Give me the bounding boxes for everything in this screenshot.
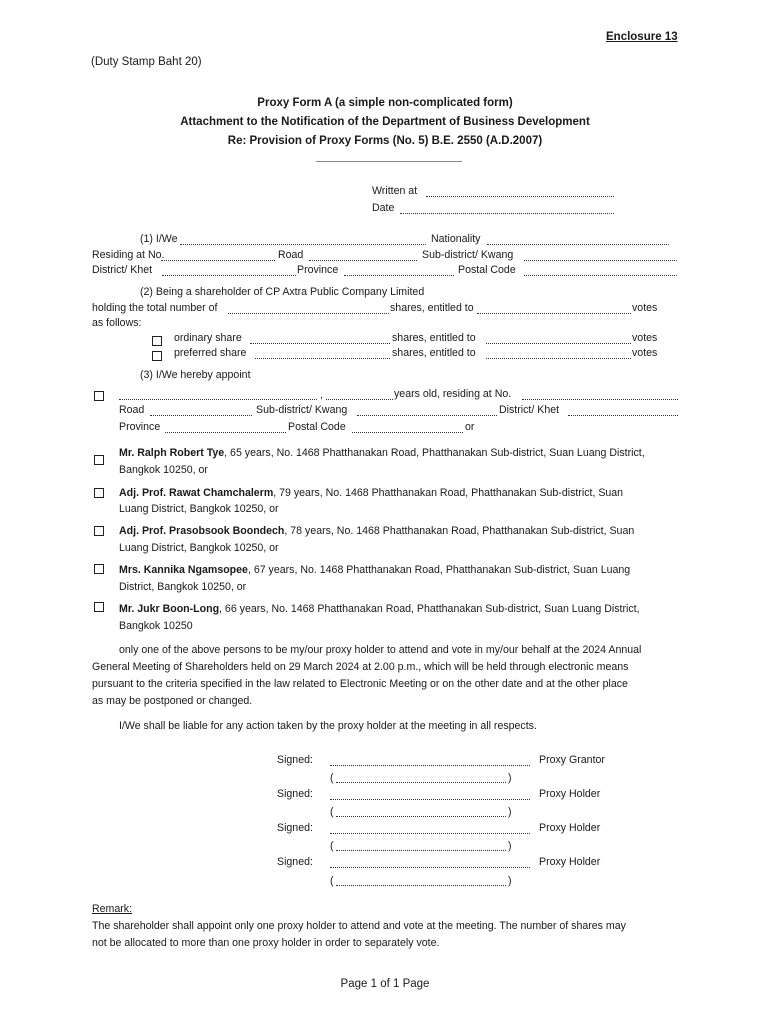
as-follows-label: as follows: — [92, 317, 142, 329]
votes-label: votes — [632, 302, 658, 314]
appointment-text-line: as may be postponed or changed. — [92, 695, 253, 707]
form-title: Proxy Form A (a simple non-complicated form) — [257, 97, 513, 109]
proxy-postal-label: Postal Code — [288, 421, 346, 433]
holder-2-signature-field[interactable] — [330, 833, 530, 834]
holder-3-printed-name-field[interactable] — [336, 885, 506, 886]
preferred-votes-field[interactable] — [486, 358, 631, 359]
proxy-address-line: Bangkok 10250, or — [119, 464, 208, 476]
province-field[interactable] — [344, 275, 454, 276]
proxy-district-field[interactable] — [568, 415, 678, 416]
signature-role: Proxy Grantor — [539, 754, 605, 766]
preferred-share-checkbox[interactable] — [152, 351, 162, 361]
signature-role: Proxy Holder — [539, 856, 601, 868]
proxy-option-1-checkbox[interactable] — [94, 455, 104, 465]
proxy-details: , 66 years, No. 1468 Phatthanakan Road, Phatthanakan Sub-district, Suan Luang District, — [219, 603, 640, 615]
paren-close: ) — [508, 806, 512, 818]
preferred-shares-field[interactable] — [255, 358, 390, 359]
written-at-label: Written at — [372, 185, 418, 197]
proxy-address-line: District, Bangkok 10250, or — [119, 581, 247, 593]
nationality-label: Nationality — [431, 233, 481, 245]
proxy-province-label: Province — [119, 421, 161, 433]
remark-title: Remark: — [92, 903, 133, 915]
appointment-text-line: General Meeting of Shareholders held on 29 March 2024 at 2.00 p.m., which will be held through electronic means — [92, 661, 629, 673]
title-divider — [316, 161, 462, 162]
holder-1-printed-name-field[interactable] — [336, 816, 506, 817]
signature-label: Signed: — [277, 822, 313, 834]
page-number: Page 1 of 1 Page — [340, 978, 430, 990]
subdistrict-label: Sub-district/ Kwang — [422, 249, 514, 261]
enclosure-label: Enclosure 13 — [606, 31, 678, 43]
paren-close: ) — [508, 875, 512, 887]
proxy-address-line: Luang District, Bangkok 10250, or — [119, 503, 279, 515]
proxy-option-2 — [119, 488, 623, 499]
date-field[interactable] — [400, 213, 614, 214]
proxy-address-line: Bangkok 10250 — [119, 620, 193, 632]
paren-open: ( — [330, 840, 334, 852]
total-votes-field[interactable] — [477, 313, 631, 314]
signature-label: Signed: — [277, 856, 313, 868]
postal-code-field[interactable] — [524, 275, 677, 276]
written-at-field[interactable] — [426, 196, 614, 197]
liability-statement: I/We shall be liable for any action taken by the proxy holder at the meeting in all respects. — [119, 720, 537, 732]
appoint-intro: (3) I/We hereby appoint — [140, 369, 251, 381]
postal-code-label: Postal Code — [458, 264, 516, 276]
proxy-district-label: District/ Khet — [499, 404, 560, 416]
district-label: District/ Khet — [92, 264, 153, 276]
paren-open: ( — [330, 806, 334, 818]
holder-2-printed-name-field[interactable] — [336, 850, 506, 851]
preferred-votes-label: votes — [632, 347, 658, 359]
proxy-name: Mr. Jukr Boon-Long — [119, 603, 220, 615]
proxy-province-field[interactable] — [165, 432, 286, 433]
road-field[interactable] — [309, 260, 417, 261]
paren-close: ) — [508, 840, 512, 852]
remark-text-line: The shareholder shall appoint only one proxy holder to attend and vote at the meeting. The number of shares may — [92, 920, 626, 932]
paren-open: ( — [330, 875, 334, 887]
proxy-name: Adj. Prof. Prasobsook Boondech — [119, 525, 285, 537]
preferred-entitled-label: shares, entitled to — [392, 347, 476, 359]
paren-close: ) — [508, 772, 512, 784]
grantor-signature-field[interactable] — [330, 765, 530, 766]
grantor-printed-name-field[interactable] — [336, 782, 506, 783]
district-field[interactable] — [162, 275, 296, 276]
proxy-postal-field[interactable] — [352, 432, 463, 433]
proxy-custom-checkbox[interactable] — [94, 391, 104, 401]
proxy-option-5 — [119, 604, 640, 615]
subdistrict-field[interactable] — [524, 260, 677, 261]
appointment-text-line: pursuant to the criteria specified in the law related to Electronic Meeting or on the other date and at the other place — [92, 678, 628, 690]
proxy-details: , 67 years, No. 1468 Phatthanakan Road, Phatthanakan Sub-district, Suan Luang — [247, 564, 631, 576]
iwe-label: (1) I/We — [140, 233, 178, 245]
appointment-text-line: only one of the above persons to be my/our proxy holder to attend and vote in my/our behalf at the 2024 Annual — [119, 644, 642, 656]
ordinary-shares-field[interactable] — [250, 343, 390, 344]
proxy-subdistrict-label: Sub-district/ Kwang — [256, 404, 348, 416]
shareholder-intro: (2) Being a shareholder of CP Axtra Public Company Limited — [140, 286, 425, 298]
shareholder-name-field[interactable] — [180, 244, 426, 245]
form-reference: Re: Provision of Proxy Forms (No. 5) B.E. 2550 (A.D.2007) — [227, 135, 543, 147]
proxy-name-comma: , — [320, 389, 323, 401]
signature-role: Proxy Holder — [539, 822, 601, 834]
form-subtitle: Attachment to the Notification of the Department of Business Development — [180, 116, 590, 128]
proxy-name: Adj. Prof. Rawat Chamchalerm — [119, 487, 274, 499]
proxy-age-field[interactable] — [326, 399, 393, 400]
ordinary-share-label: ordinary share — [174, 332, 242, 344]
preferred-share-label: preferred share — [174, 347, 247, 359]
proxy-option-3-checkbox[interactable] — [94, 526, 104, 536]
residing-label: Residing at No. — [92, 249, 165, 261]
shares-entitled-label: shares, entitled to — [390, 302, 474, 314]
date-label: Date — [372, 202, 395, 214]
ordinary-entitled-label: shares, entitled to — [392, 332, 476, 344]
proxy-subdistrict-field[interactable] — [357, 415, 497, 416]
proxy-name: Mr. Ralph Robert Tye — [119, 447, 225, 459]
proxy-option-1 — [119, 448, 645, 459]
ordinary-votes-label: votes — [632, 332, 658, 344]
residing-no-field[interactable] — [161, 260, 275, 261]
duty-stamp-label: (Duty Stamp Baht 20) — [91, 56, 202, 68]
years-old-label: years old, residing at No. — [394, 388, 512, 400]
proxy-option-3 — [119, 526, 634, 537]
proxy-option-5-checkbox[interactable] — [94, 602, 104, 612]
proxy-option-4-checkbox[interactable] — [94, 564, 104, 574]
signature-role: Proxy Holder — [539, 788, 601, 800]
proxy-details: , 79 years, No. 1468 Phatthanakan Road, Phatthanakan Sub-district, Suan — [273, 487, 624, 499]
or-label: or — [465, 421, 475, 433]
total-shares-field[interactable] — [228, 313, 389, 314]
proxy-option-4 — [119, 565, 630, 576]
signature-label: Signed: — [277, 788, 313, 800]
holder-1-signature-field[interactable] — [330, 799, 530, 800]
proxy-address-no-field[interactable] — [522, 399, 678, 400]
proxy-name-field[interactable] — [119, 399, 317, 400]
paren-open: ( — [330, 772, 334, 784]
road-label: Road — [278, 249, 304, 261]
proxy-road-label: Road — [119, 404, 145, 416]
proxy-details: , 78 years, No. 1468 Phatthanakan Road, Phatthanakan Sub-district, Suan — [284, 525, 635, 537]
remark-text-line: not be allocated to more than one proxy holder in order to separately vote. — [92, 937, 440, 949]
signature-label: Signed: — [277, 754, 313, 766]
proxy-address-line: Luang District, Bangkok 10250, or — [119, 542, 279, 554]
nationality-field[interactable] — [487, 244, 669, 245]
ordinary-share-checkbox[interactable] — [152, 336, 162, 346]
ordinary-votes-field[interactable] — [486, 343, 631, 344]
proxy-details: , 65 years, No. 1468 Phatthanakan Road, Phatthanakan Sub-district, Suan Luang District, — [224, 447, 645, 459]
proxy-road-field[interactable] — [150, 415, 252, 416]
holder-3-signature-field[interactable] — [330, 867, 530, 868]
proxy-option-2-checkbox[interactable] — [94, 488, 104, 498]
proxy-name: Mrs. Kannika Ngamsopee — [119, 564, 248, 576]
holding-label: holding the total number of — [92, 302, 218, 314]
province-label: Province — [297, 264, 339, 276]
